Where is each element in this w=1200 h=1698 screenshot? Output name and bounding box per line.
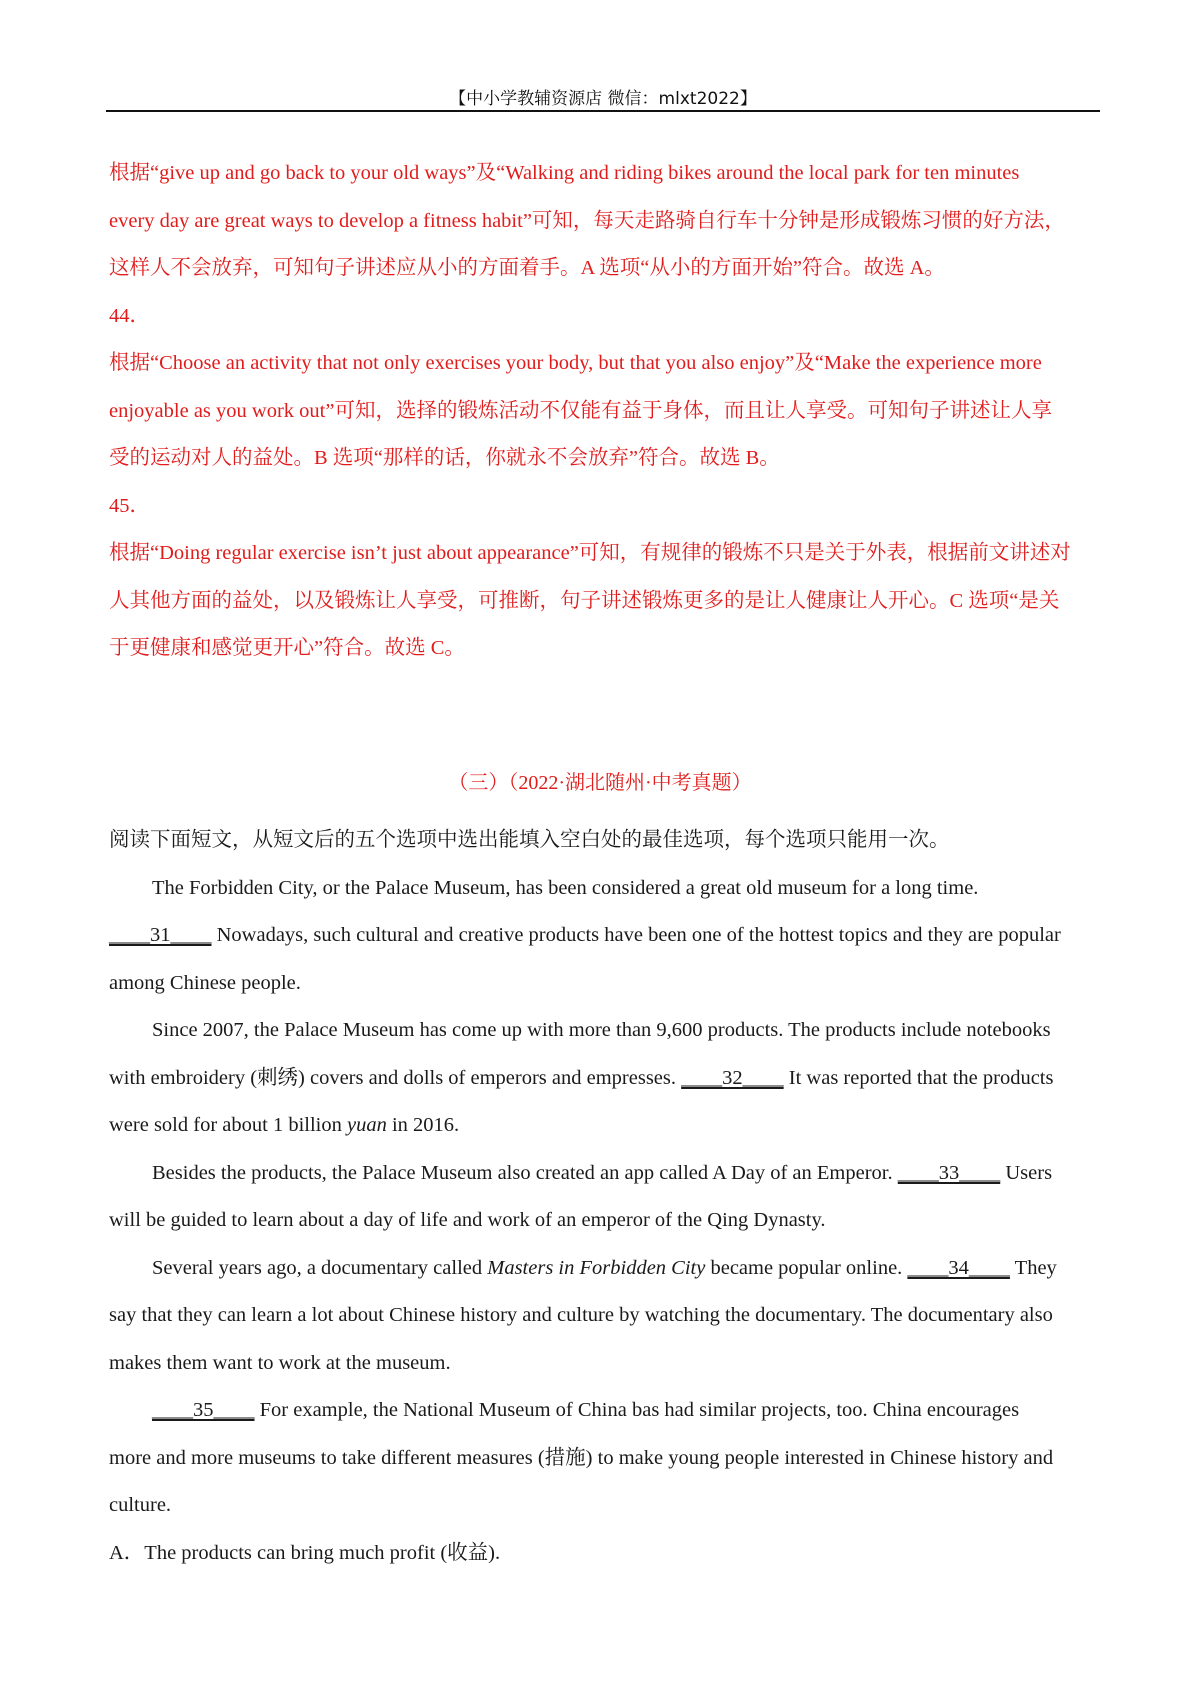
text-run: Nowadays, such cultural and creative products have been one of the hottest topics and they are popular xyxy=(211,924,1061,946)
answer-line: 人其他方面的益处，以及锻炼让人享受，可推断，句子讲述锻炼更多的是让人健康让人开心。C 选项“是关 xyxy=(109,589,1060,612)
paragraph-4-line xyxy=(109,1245,1097,1293)
question-number-45: 45． xyxy=(109,494,150,517)
answer-line: 根据“Choose an activity that not only exercises your body, but that you also enjoy”及“Make the experience more xyxy=(109,352,1042,374)
answer-line: 受的运动对人的益处。B 选项“那样的话，你就永不会放弃”符合。故选 B。 xyxy=(109,447,780,469)
paragraph-5-line: culture. xyxy=(109,1494,172,1516)
answer-line: enjoyable as you work out”可知，选择的锻炼活动不仅能有益于身体，而且让人享受。可知句子讲述让人享 xyxy=(109,399,1052,422)
paragraph-1-line: among Chinese people. xyxy=(109,971,301,994)
documentary-title: Masters in Forbidden City xyxy=(487,1256,706,1279)
reading-passage xyxy=(109,817,1097,1577)
blank-31[interactable]: ____31____ xyxy=(109,924,212,946)
text-run: They xyxy=(1009,1256,1057,1279)
blank-34[interactable]: ____34____ xyxy=(907,1256,1010,1279)
paragraph-2-line xyxy=(109,1102,1097,1150)
paragraph-4-line: makes them want to work at the museum. xyxy=(109,1351,451,1374)
answer-line: 这样人不会放弃，可知句子讲述应从小的方面着手。A 选项“从小的方面开始”符合。故选 A。 xyxy=(109,257,945,279)
paragraph-2-line xyxy=(109,1055,1097,1103)
text-run: became popular online. xyxy=(705,1256,908,1279)
blank-32[interactable]: ____32____ xyxy=(681,1066,784,1089)
paragraph-5-line xyxy=(109,1387,1097,1435)
header-rule xyxy=(106,110,1100,112)
question-number-44: 44． xyxy=(109,304,150,327)
page-header: 【中小学教辅资源店 微信：mlxt2022】 xyxy=(449,89,757,109)
answer-explanations xyxy=(109,150,1097,673)
text-run: with embroidery (刺绣) covers and dolls of emperors and empresses. xyxy=(109,1066,682,1089)
text-run: Users xyxy=(1000,1161,1053,1184)
paragraph-4-line: say that they can learn a lot about Chinese history and culture by watching the documentary. The documentary also xyxy=(109,1304,1053,1326)
text-run: It was reported that the products xyxy=(783,1066,1054,1089)
text-run: Besides the products, the Palace Museum also created an app called A Day of an Emperor. xyxy=(152,1161,898,1184)
italic-yuan: yuan xyxy=(346,1114,387,1136)
text-run: For example, the National Museum of China bas had similar projects, too. China encourages xyxy=(254,1399,1020,1421)
blank-33[interactable]: ____33____ xyxy=(897,1161,1001,1184)
blank-35[interactable]: ____35____ xyxy=(152,1399,255,1421)
section-title: （三）（2022·湖北随州·中考真题） xyxy=(448,772,752,794)
text-run: in 2016. xyxy=(386,1114,460,1136)
paragraph-3-line: will be guided to learn about a day of life and work of an emperor of the Qing Dynasty. xyxy=(109,1209,826,1231)
answer-line: every day are great ways to develop a fitness habit”可知，每天走路骑自行车十分钟是形成锻炼习惯的好方法， xyxy=(109,209,1065,232)
paragraph-3-line xyxy=(109,1150,1097,1198)
answer-line: 于更健康和感觉更开心”符合。故选 C。 xyxy=(109,637,465,659)
answer-line: 根据“Doing regular exercise isn’t just about appearance”可知，有规律的锻炼不只是关于外表，根据前文讲述对 xyxy=(109,542,1071,564)
text-run: Several years ago, a documentary called xyxy=(152,1256,488,1279)
paragraph-2-line: Since 2007, the Palace Museum has come up with more than 9,600 products. The products include notebooks xyxy=(152,1019,1051,1041)
instruction: 阅读下面短文，从短文后的五个选项中选出能填入空白处的最佳选项，每个选项只能用一次。 xyxy=(109,829,950,851)
answer-line: 根据“give up and go back to your old ways”及“Walking and riding bikes around the local park for ten minutes xyxy=(109,162,1020,184)
paragraph-1-line: The Forbidden City, or the Palace Museum, has been considered a great old museum for a long time. xyxy=(152,876,979,899)
text-run: were sold for about 1 billion xyxy=(109,1114,347,1136)
paragraph-5-line: more and more museums to take different measures (措施) to make young people interested in Chinese history and xyxy=(109,1446,1054,1469)
paragraph-1-line xyxy=(109,912,1097,960)
option-a: A．The products can bring much profit (收益). xyxy=(109,1541,501,1564)
